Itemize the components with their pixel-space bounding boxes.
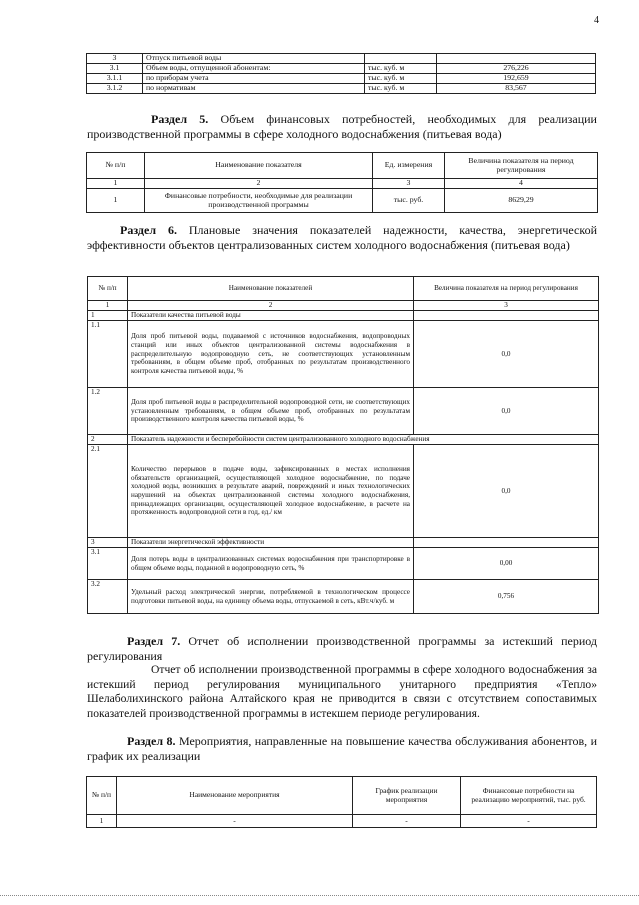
table-row xyxy=(88,580,599,614)
row-value: 192,659 xyxy=(437,74,596,84)
row-finance: - xyxy=(461,815,597,828)
column-number: 3 xyxy=(414,301,599,311)
row-number: 1 xyxy=(87,815,117,828)
row-unit: тыс. куб. м xyxy=(365,64,437,74)
row-name: Доля проб питьевой воды в распределительной водопроводной сети, не соответствующих установленным требованиям, в общем объеме проб, отобранных по результатам производственного контроля качества питьевой воды, % xyxy=(128,388,414,435)
header-name: Наименование показателя xyxy=(145,153,373,179)
table-header xyxy=(88,277,599,301)
row-name: - xyxy=(117,815,353,828)
row-value: 276,226 xyxy=(437,64,596,74)
row-value: 83,567 xyxy=(437,84,596,94)
row-schedule: - xyxy=(353,815,461,828)
group-row xyxy=(88,435,599,445)
row-number: 1.1 xyxy=(88,321,128,388)
header-name: Наименование мероприятия xyxy=(117,777,353,815)
table-header xyxy=(87,777,597,815)
row-number: 3.1.2 xyxy=(87,84,143,94)
row-name: Показатели качества питьевой воды xyxy=(128,311,414,321)
row-number: 1 xyxy=(88,311,128,321)
section8-title: Мероприятия, направленные на повышение качества обслуживания абонентов, и график их реализации xyxy=(87,734,597,763)
section6-label: Раздел 6. xyxy=(120,223,177,237)
table-row xyxy=(87,74,596,84)
section5-heading xyxy=(87,112,597,142)
column-numbers xyxy=(87,179,598,189)
section5-label: Раздел 5. xyxy=(151,112,209,126)
row-name: по нормативам xyxy=(143,84,365,94)
row-number: 1.2 xyxy=(88,388,128,435)
header-value: Величина показателя на период регулирования xyxy=(445,153,598,179)
row-unit: тыс. куб. м xyxy=(365,74,437,84)
header-finance: Финансовые потребности на реализацию мероприятий, тыс. руб. xyxy=(461,777,597,815)
table-row xyxy=(88,388,599,435)
row-value xyxy=(437,54,596,64)
row-name: Показатель надежности и бесперебойности систем централизованного холодного водоснабжения xyxy=(128,435,599,445)
table-row xyxy=(88,548,599,580)
row-number: 3.2 xyxy=(88,580,128,614)
row-value: 8629,29 xyxy=(445,189,598,213)
row-name: Отпуск питьевой воды xyxy=(143,54,365,64)
column-number: 1 xyxy=(87,179,145,189)
table-row xyxy=(88,321,599,388)
table-row xyxy=(87,54,596,64)
column-numbers xyxy=(88,301,599,311)
row-number: 3.1 xyxy=(87,64,143,74)
section7-label: Раздел 7. xyxy=(127,634,181,648)
table-row xyxy=(87,64,596,74)
row-number: 3.1 xyxy=(88,548,128,580)
page-bottom-edge xyxy=(0,895,639,896)
row-name: по приборам учета xyxy=(143,74,365,84)
column-number: 2 xyxy=(145,179,373,189)
row-name: Доля потерь воды в централизованных системах водоснабжения при транспортировке в общем объеме воды, поданной в водопроводную сеть, % xyxy=(128,548,414,580)
row-number: 3 xyxy=(88,538,128,548)
section8-heading xyxy=(87,734,597,764)
group-row xyxy=(88,538,599,548)
section8-table xyxy=(86,776,597,828)
row-number: 2.1 xyxy=(88,445,128,538)
row-value: 0,756 xyxy=(414,580,599,614)
column-number: 1 xyxy=(88,301,128,311)
table-row xyxy=(88,445,599,538)
section8-label: Раздел 8. xyxy=(127,734,176,748)
section7-title: Отчет об исполнении производственной программы за истекший период регулирования xyxy=(87,634,597,663)
header-name: Наименование показателей xyxy=(128,277,414,301)
row-value: 0,0 xyxy=(414,388,599,435)
header-number: № п/п xyxy=(87,153,145,179)
header-number: № п/п xyxy=(87,777,117,815)
row-name: Показатели энергетической эффективности xyxy=(128,538,414,548)
section5-title: Объем финансовых потребностей, необходимых для реализации производственной программы в сфере холодного водоснабжения (питьевая вода) xyxy=(87,112,597,141)
section5-table xyxy=(86,152,598,213)
row-unit: тыс. руб. xyxy=(373,189,445,213)
section6-heading xyxy=(87,223,597,253)
row-number: 2 xyxy=(88,435,128,445)
header-unit: Ед. измерения xyxy=(373,153,445,179)
page-number: 4 xyxy=(594,15,599,26)
table-row xyxy=(87,815,597,828)
row-number: 3 xyxy=(87,54,143,64)
header-schedule: График реализации мероприятия xyxy=(353,777,461,815)
table-row xyxy=(87,189,598,213)
row-value: 0,00 xyxy=(414,548,599,580)
water-supply-table xyxy=(86,53,596,94)
row-number: 3.1.1 xyxy=(87,74,143,84)
table-row xyxy=(87,84,596,94)
group-row xyxy=(88,311,599,321)
row-name: Количество перерывов в подаче воды, зафиксированных в местах исполнения обязательств организацией, осуществляющей холодное водоснабжение, по подаче холодной воды, возникших в результате аварий, повреждений и иных технологических нарушений на объектах централизованной системы холодного водоснабжения, принадлежащих организации, осуществляющей холодное водоснабжение, в расчете на протяженность водопроводной сети в год, ед./ км xyxy=(128,445,414,538)
section7-heading xyxy=(87,634,597,664)
section7-text: Отчет об исполнении производственной программы в сфере холодного водоснабжения за истекший период регулирования муниципального унитарного предприятия «Тепло» Шелаболихинского района Алтайского края не приводится в связи с отсутствием сопоставимых показателей производственной программы в истекшем периоде регулирования. xyxy=(87,663,597,720)
table-header xyxy=(87,153,598,179)
section6-table xyxy=(87,276,599,614)
row-name: Финансовые потребности, необходимые для реализации производственной программы xyxy=(145,189,373,213)
column-number: 3 xyxy=(373,179,445,189)
section6-title: Плановые значения показателей надежности, качества, энергетической эффективности объектов централизованных систем холодного водоснабжения (питьевая вода) xyxy=(87,223,597,252)
row-unit xyxy=(365,54,437,64)
row-value: 0,0 xyxy=(414,445,599,538)
row-number: 1 xyxy=(87,189,145,213)
row-value: 0,0 xyxy=(414,321,599,388)
header-number: № п/п xyxy=(88,277,128,301)
column-number: 4 xyxy=(445,179,598,189)
row-name: Удельный расход электрической энергии, потребляемой в технологическом процессе подготовки питьевой воды, на единицу объема воды, отпускаемой в сеть, кВт.ч/куб. м xyxy=(128,580,414,614)
column-number: 2 xyxy=(128,301,414,311)
header-value: Величина показателя на период регулирования xyxy=(414,277,599,301)
row-unit: тыс. куб. м xyxy=(365,84,437,94)
row-name: Объем воды, отпущенной абонентам: xyxy=(143,64,365,74)
row-name: Доля проб питьевой воды, подаваемой с источников водоснабжения, водопроводных станций или иных объектов централизованной системы водоснабжения в распределительную водопроводную сеть, не соответствующих установленным требованиям, в общем объеме проб, отобранных по результатам производственного контроля качества питьевой воды, % xyxy=(128,321,414,388)
